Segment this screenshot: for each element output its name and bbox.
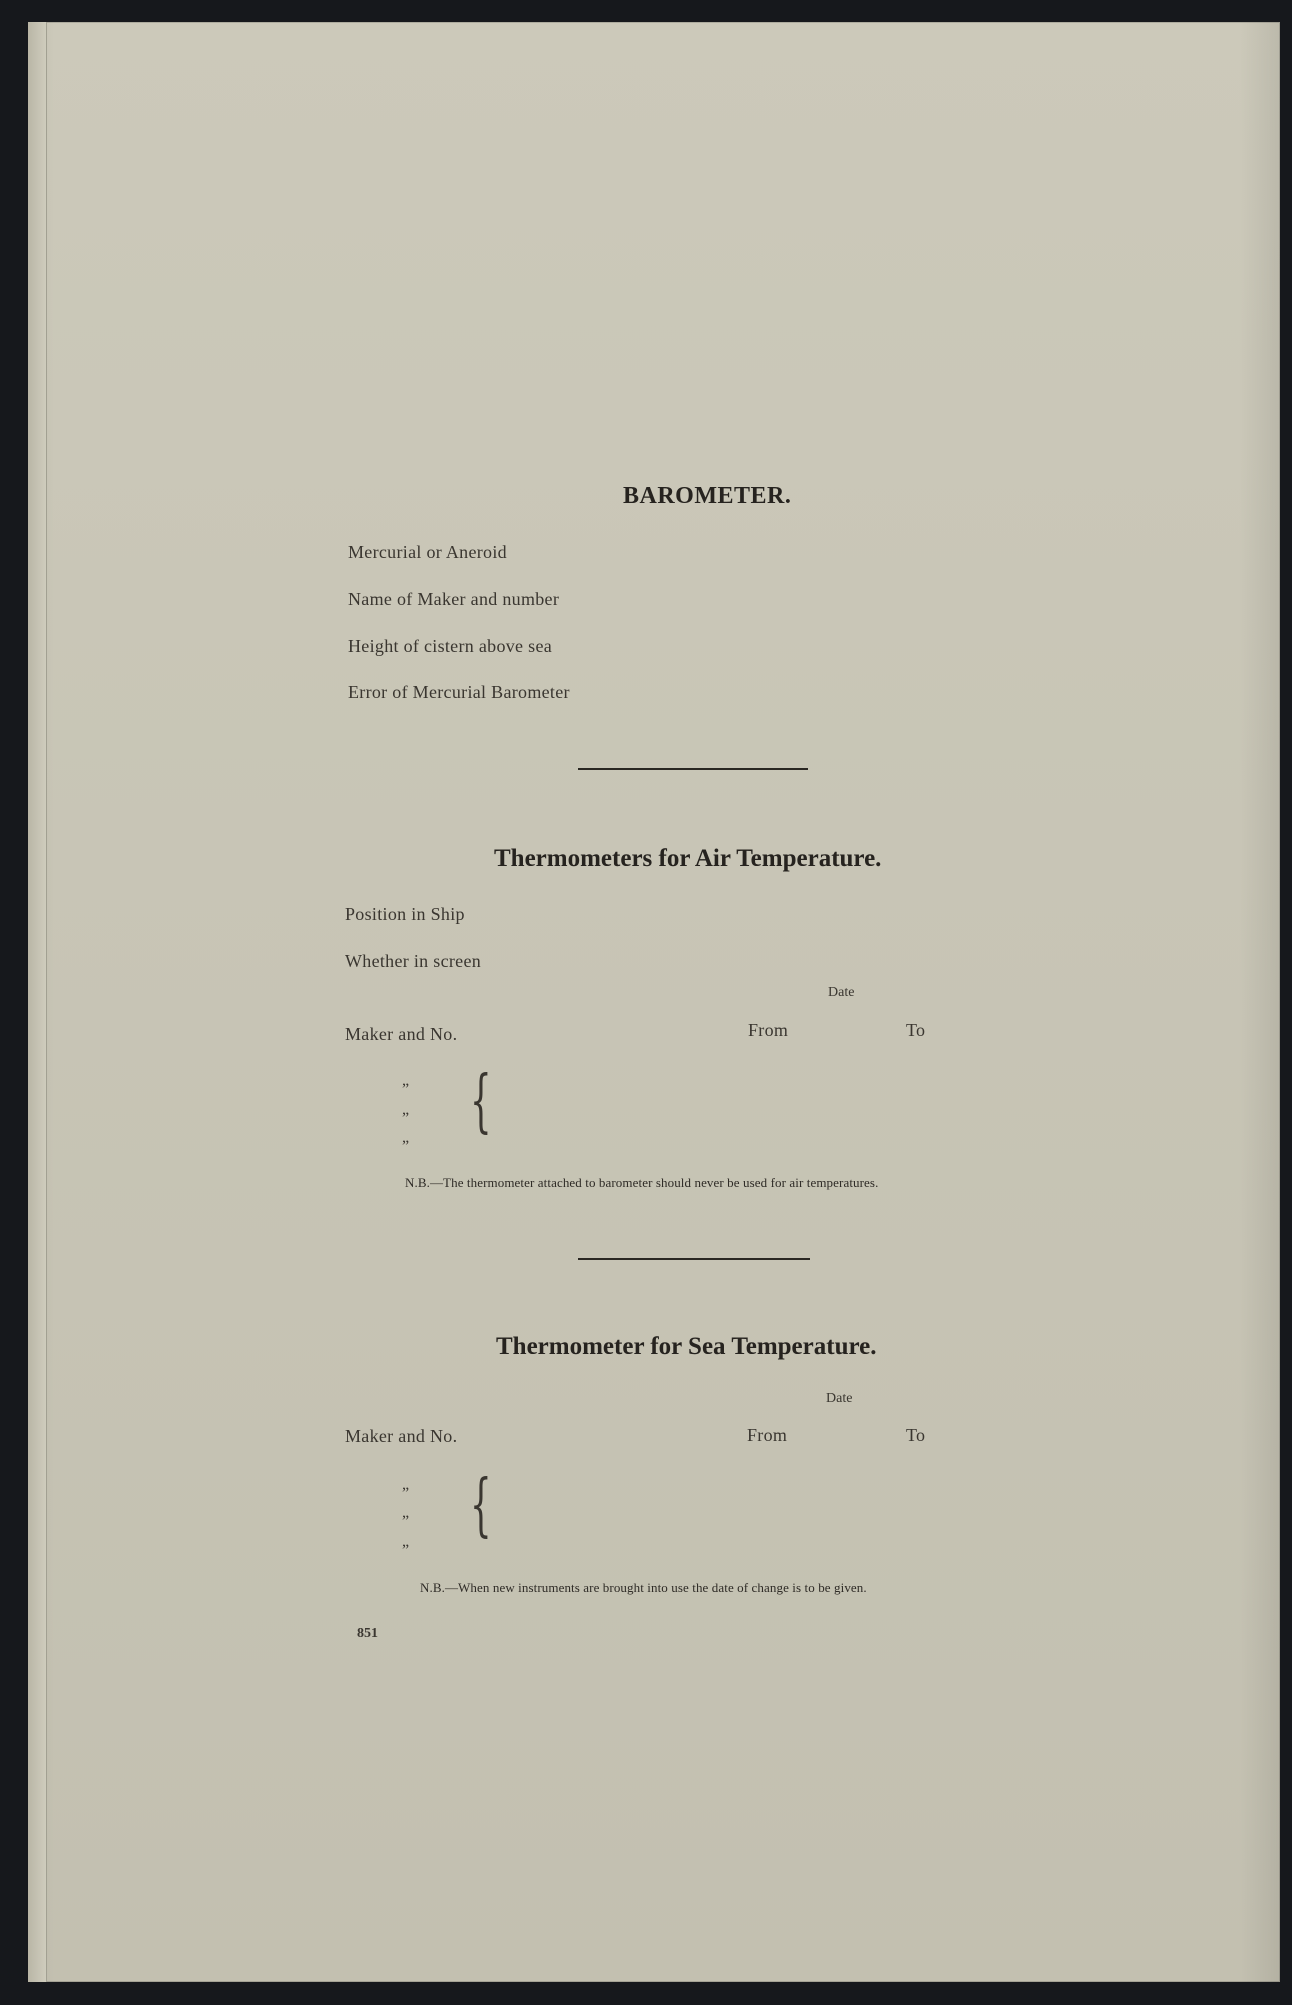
sea-thermometer-note: N.B.—When new instruments are brought into use the date of change is to be given. xyxy=(420,1580,867,1595)
field-whether-in-screen: Whether in screen xyxy=(345,951,482,971)
ditto-mark: ” xyxy=(402,1513,410,1530)
sea-thermometer-heading: Thermometer for Sea Temperature. xyxy=(496,1333,877,1360)
field-barometer-error: Error of Mercurial Barometer xyxy=(348,682,570,702)
brace-bracket: { xyxy=(470,1062,492,1141)
field-position-in-ship: Position in Ship xyxy=(345,904,465,924)
page-fold-shadow xyxy=(28,22,47,1982)
from-column-label: From xyxy=(748,1020,789,1040)
field-maker-and-no: Maker and No. xyxy=(345,1024,458,1044)
ditto-mark: ” xyxy=(402,1110,410,1127)
air-thermometer-note: N.B.—The thermometer attached to barometer should never be used for air temperatures. xyxy=(405,1175,879,1190)
air-thermometers-heading: Thermometers for Air Temperature. xyxy=(494,845,882,872)
date-column-label: Date xyxy=(828,985,855,1000)
to-column-label: To xyxy=(906,1425,926,1445)
to-column-label: To xyxy=(906,1020,926,1040)
from-column-label: From xyxy=(747,1425,788,1445)
date-column-label: Date xyxy=(826,1391,853,1406)
section-divider xyxy=(578,768,808,770)
form-number: 851 xyxy=(357,1626,378,1641)
form-page xyxy=(28,22,1280,1982)
section-divider xyxy=(578,1258,810,1260)
ditto-mark: ” xyxy=(402,1081,410,1098)
ditto-mark: ” xyxy=(402,1485,410,1502)
field-mercurial-or-aneroid: Mercurial or Aneroid xyxy=(348,542,507,562)
field-maker-and-no: Maker and No. xyxy=(345,1426,458,1446)
barometer-heading: BAROMETER. xyxy=(623,483,792,509)
brace-bracket: { xyxy=(470,1466,492,1545)
field-cistern-height: Height of cistern above sea xyxy=(348,636,553,656)
ditto-mark: ” xyxy=(402,1138,410,1155)
field-maker-and-number: Name of Maker and number xyxy=(348,589,560,609)
ditto-mark: ” xyxy=(402,1542,410,1559)
